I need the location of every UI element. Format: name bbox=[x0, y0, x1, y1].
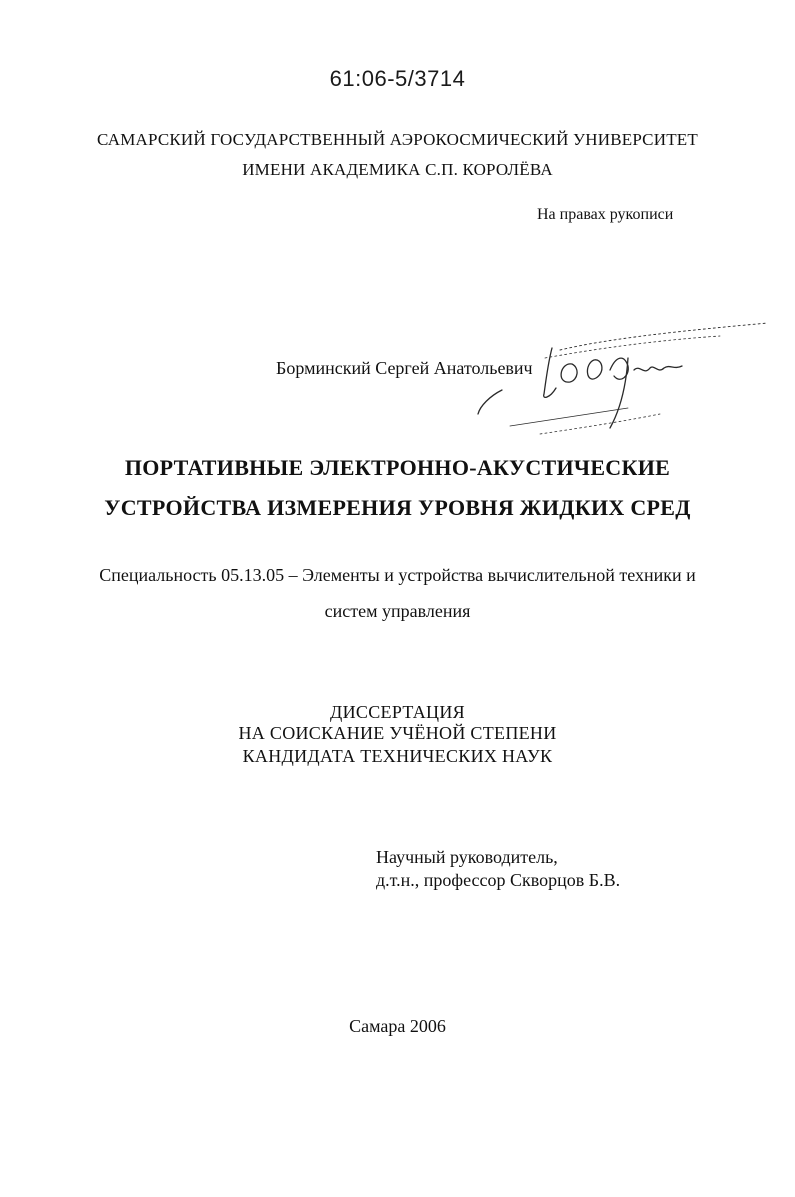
dissertation-label: ДИССЕРТАЦИЯ bbox=[330, 702, 465, 722]
supervisor-name: д.т.н., профессор Скворцов Б.В. bbox=[376, 870, 621, 890]
thesis-title-line1: ПОРТАТИВНЫЕ ЭЛЕКТРОННО-АКУСТИЧЕСКИЕ bbox=[124, 455, 671, 480]
dissertation-degree-line2: КАНДИДАТА ТЕХНИЧЕСКИХ НАУК bbox=[242, 746, 553, 766]
specialty-line1: Специальность 05.13.05 – Элементы и устройства вычислительной техники и bbox=[99, 565, 696, 585]
supervisor-label: Научный руководитель, bbox=[376, 847, 558, 867]
author-name: Борминский Сергей Анатольевич bbox=[276, 358, 533, 378]
rights-note: На правах рукописи bbox=[537, 206, 674, 223]
thesis-title-line2: УСТРОЙСТВА ИЗМЕРЕНИЯ УРОВНЯ ЖИДКИХ СРЕД bbox=[104, 495, 691, 520]
university-name-line2: ИМЕНИ АКАДЕМИКА С.П. КОРОЛЁВА bbox=[242, 160, 553, 179]
dissertation-degree-line1: НА СОИСКАНИЕ УЧЁНОЙ СТЕПЕНИ bbox=[238, 723, 557, 743]
handwritten-signature-icon bbox=[460, 318, 770, 438]
specialty-line2: систем управления bbox=[324, 601, 471, 621]
city-year: Самара 2006 bbox=[349, 1016, 446, 1036]
archive-code: 61:06-5/3714 bbox=[329, 66, 466, 91]
university-name-line1: САМАРСКИЙ ГОСУДАРСТВЕННЫЙ АЭРОКОСМИЧЕСКИЙ УНИВЕРСИТЕТ bbox=[97, 130, 698, 149]
